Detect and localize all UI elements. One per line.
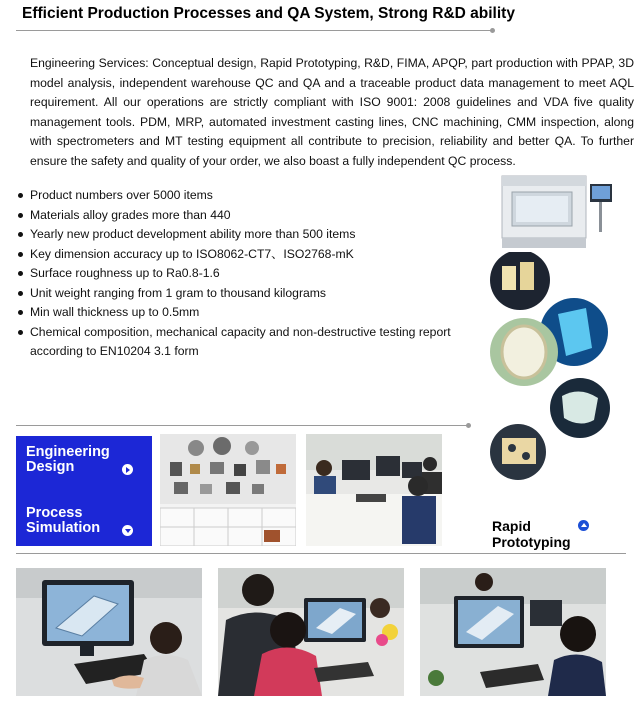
feature-list bbox=[16, 186, 470, 362]
list-item: Chemical composition, mechanical capacity and non-destructive testing report according to EN10204 3.1 form bbox=[16, 323, 470, 362]
list-item: Surface roughness up to Ra0.8-1.6 bbox=[16, 264, 470, 284]
engineer-workstation-photo bbox=[420, 568, 606, 696]
rapid-prototyping-label: Rapid Prototyping bbox=[492, 518, 571, 550]
intro-paragraph: Engineering Services: Conceptual design, Rapid Prototyping, R&D, FIMA, APQP, part production with PPAP, 3D model analysis, independent warehouse QC and QA and a traceable product data management to meet AQL requirement. All our operations are strictly compliant with ISO 9001: 2008 guidelines and VDA five quality management tools. PDM, MRP, automated investment casting lines, CNC machining, CMM inspection, along with spectrometers and MT testing equipment all contribute to precision, reliability and better QA. To further ensure the safety and quality of your order, we also boast a fully independent QC process. bbox=[30, 56, 634, 168]
process-simulation-link[interactable] bbox=[26, 506, 120, 536]
engineering-design-link[interactable] bbox=[26, 445, 130, 475]
list-item: Yearly new product development ability more than 500 items bbox=[16, 225, 470, 245]
list-item: Key dimension accuracy up to ISO8062-CT7、ISO2768-mK bbox=[16, 245, 470, 265]
chevron-right-icon[interactable] bbox=[122, 464, 133, 475]
page-title: Efficient Production Processes and QA System, Strong R&D ability bbox=[22, 5, 515, 22]
parts-showroom-photo bbox=[160, 434, 296, 546]
list-item: Product numbers over 5000 items bbox=[16, 186, 470, 206]
title-divider bbox=[16, 30, 492, 31]
printer-machine-image bbox=[498, 166, 618, 252]
chevron-up-icon[interactable] bbox=[578, 520, 589, 531]
service-nav-box bbox=[16, 436, 152, 546]
engineering-design-label: Engineering Design bbox=[26, 444, 110, 475]
process-simulation-label: Process Simulation bbox=[26, 505, 101, 536]
design-team-photo bbox=[218, 568, 404, 696]
chevron-down-icon[interactable] bbox=[122, 525, 133, 536]
list-item: Unit weight ranging from 1 gram to thousand kilograms bbox=[16, 284, 470, 304]
cad-workstation-photo bbox=[16, 568, 202, 696]
section-divider-end-dot bbox=[466, 423, 471, 428]
lower-divider bbox=[16, 553, 626, 554]
prototype-parts-image bbox=[484, 252, 624, 480]
section-divider bbox=[16, 425, 470, 426]
engineering-office-photo bbox=[306, 434, 442, 546]
list-item: Materials alloy grades more than 440 bbox=[16, 206, 470, 226]
rapid-prototyping-link[interactable] bbox=[492, 518, 592, 550]
title-divider-end-dot bbox=[490, 28, 495, 33]
list-item: Min wall thickness up to 0.5mm bbox=[16, 303, 470, 323]
